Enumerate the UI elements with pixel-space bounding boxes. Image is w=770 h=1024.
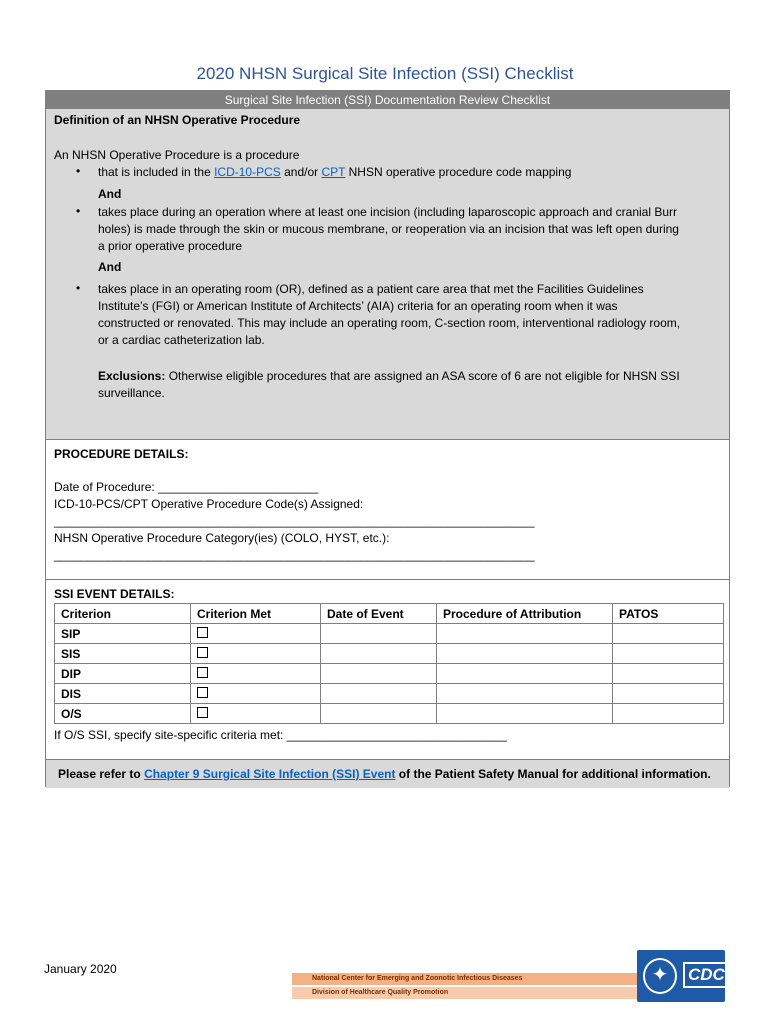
checkbox[interactable] xyxy=(197,707,208,718)
ncezid-line: National Center for Emerging and Zoonotic Infectious Diseases xyxy=(292,973,637,985)
date-cell[interactable] xyxy=(321,624,437,644)
checklist-frame xyxy=(45,90,730,787)
bullet-icon: • xyxy=(76,204,81,218)
definition-bullet-3-line-4: or a cardiac catheterization lab. xyxy=(98,333,265,347)
date-cell[interactable] xyxy=(321,644,437,664)
checkbox[interactable] xyxy=(197,687,208,698)
refer-text: Please refer to xyxy=(58,767,141,781)
attribution-cell[interactable] xyxy=(437,684,613,704)
column-header: Date of Event xyxy=(321,604,437,624)
definition-bullet-2-line-2: holes) is made through the skin or mucous membrane, or reoperation via an incision that was left open during xyxy=(98,222,679,236)
criterion-met-cell xyxy=(191,684,321,704)
footer-date: January 2020 xyxy=(44,962,117,976)
exclusions-text: Otherwise eligible procedures that are assigned an ASA score of 6 are not eligible for NHSN SSI xyxy=(168,369,680,383)
criterion-met-cell xyxy=(191,644,321,664)
table-row xyxy=(55,624,724,644)
date-cell[interactable] xyxy=(321,684,437,704)
ssi-event-table xyxy=(54,603,724,724)
chapter-9-link[interactable]: Chapter 9 Surgical Site Infection (SSI) Event xyxy=(144,767,396,781)
patos-cell[interactable] xyxy=(613,684,724,704)
os-ssi-criteria-field[interactable]: If O/S SSI, specify site-specific criteria met: _________________________________ xyxy=(54,728,507,742)
ssi-heading: SSI EVENT DETAILS: xyxy=(54,587,175,601)
date-cell[interactable] xyxy=(321,704,437,724)
and-label: And xyxy=(98,187,122,201)
icd-10-pcs-link[interactable]: ICD-10-PCS xyxy=(214,165,281,179)
refer-note xyxy=(58,766,711,783)
bullet-1-and-or: and/or xyxy=(284,165,319,179)
bullet-1-text: that is included in the xyxy=(98,165,211,179)
date-cell[interactable] xyxy=(321,664,437,684)
table-row xyxy=(55,684,724,704)
refer-text-end: of the Patient Safety Manual for additional information. xyxy=(398,767,711,781)
definition-bullet-2-line-1: takes place during an operation where at least one incision (including laparoscopic approach and cranial Burr xyxy=(98,205,678,219)
criterion-met-cell xyxy=(191,664,321,684)
attribution-cell[interactable] xyxy=(437,704,613,724)
bullet-icon: • xyxy=(76,281,81,295)
attribution-cell[interactable] xyxy=(437,624,613,644)
hhs-eagle-icon: ✦ xyxy=(643,958,677,994)
definition-section xyxy=(46,109,729,440)
procedure-category-label: NHSN Operative Procedure Category(ies) (COLO, HYST, etc.): xyxy=(54,531,390,545)
definition-bullet-1 xyxy=(98,164,571,181)
criterion-cell: SIP xyxy=(55,624,191,644)
procedure-category-field[interactable]: ________________________________________________________________________ xyxy=(54,548,535,562)
patos-cell[interactable] xyxy=(613,644,724,664)
column-header: PATOS xyxy=(613,604,724,624)
procedure-details-section xyxy=(46,440,729,580)
checkbox[interactable] xyxy=(197,647,208,658)
cdc-logo xyxy=(637,950,725,1002)
ncezid-banner xyxy=(292,973,637,999)
bullet-1-text-end: NHSN operative procedure code mapping xyxy=(348,165,572,179)
column-header: Criterion Met xyxy=(191,604,321,624)
criterion-cell: O/S xyxy=(55,704,191,724)
definition-heading: Definition of an NHSN Operative Procedure xyxy=(54,113,301,127)
attribution-cell[interactable] xyxy=(437,664,613,684)
page-title: 2020 NHSN Surgical Site Infection (SSI) Checklist xyxy=(196,64,574,83)
patos-cell[interactable] xyxy=(613,664,724,684)
and-label: And xyxy=(98,260,122,274)
table-header-row xyxy=(55,604,724,624)
procedure-code-label: ICD-10-PCS/CPT Operative Procedure Code(s) Assigned: xyxy=(54,497,364,511)
attribution-cell[interactable] xyxy=(437,644,613,664)
criterion-met-cell xyxy=(191,624,321,644)
procedure-heading: PROCEDURE DETAILS: xyxy=(54,447,189,461)
patos-cell[interactable] xyxy=(613,624,724,644)
table-row xyxy=(55,644,724,664)
bullet-icon: • xyxy=(76,164,81,178)
criterion-cell: SIS xyxy=(55,644,191,664)
table-row xyxy=(55,704,724,724)
table-row xyxy=(55,664,724,684)
ssi-event-section xyxy=(46,580,729,760)
criterion-met-cell xyxy=(191,704,321,724)
definition-bullet-3-line-1: takes place in an operating room (OR), defined as a patient care area that met the Facilities Guidelines xyxy=(98,282,644,296)
checklist-header: Surgical Site Infection (SSI) Documentation Review Checklist xyxy=(46,91,729,109)
refer-section xyxy=(46,760,729,788)
column-header: Procedure of Attribution xyxy=(437,604,613,624)
exclusions-line-1 xyxy=(98,368,680,385)
definition-bullet-3-line-3: constructed or renovated. This may include an operating room, C-section room, interventional radiology room, xyxy=(98,316,681,330)
checkbox[interactable] xyxy=(197,627,208,638)
dhqp-line: Division of Healthcare Quality Promotion xyxy=(292,987,637,999)
procedure-code-field[interactable]: ________________________________________________________________________ xyxy=(54,514,535,528)
exclusions-line-2: surveillance. xyxy=(98,386,165,400)
definition-bullet-3-line-2: Institute’s (FGI) or American Institute of Architects’ (AIA) criteria for an operating room when it was xyxy=(98,299,618,313)
criterion-cell: DIS xyxy=(55,684,191,704)
definition-bullet-2-line-3: a prior operative procedure xyxy=(98,239,243,253)
criterion-cell: DIP xyxy=(55,664,191,684)
date-of-procedure-field[interactable]: Date of Procedure: ________________________ xyxy=(54,480,319,494)
exclusions-label: Exclusions: xyxy=(98,369,166,383)
checkbox[interactable] xyxy=(197,667,208,678)
cpt-link[interactable]: CPT xyxy=(321,165,346,179)
column-header: Criterion xyxy=(55,604,191,624)
definition-intro: An NHSN Operative Procedure is a procedure xyxy=(54,148,300,162)
cdc-wordmark: CDC xyxy=(683,962,730,988)
patos-cell[interactable] xyxy=(613,704,724,724)
